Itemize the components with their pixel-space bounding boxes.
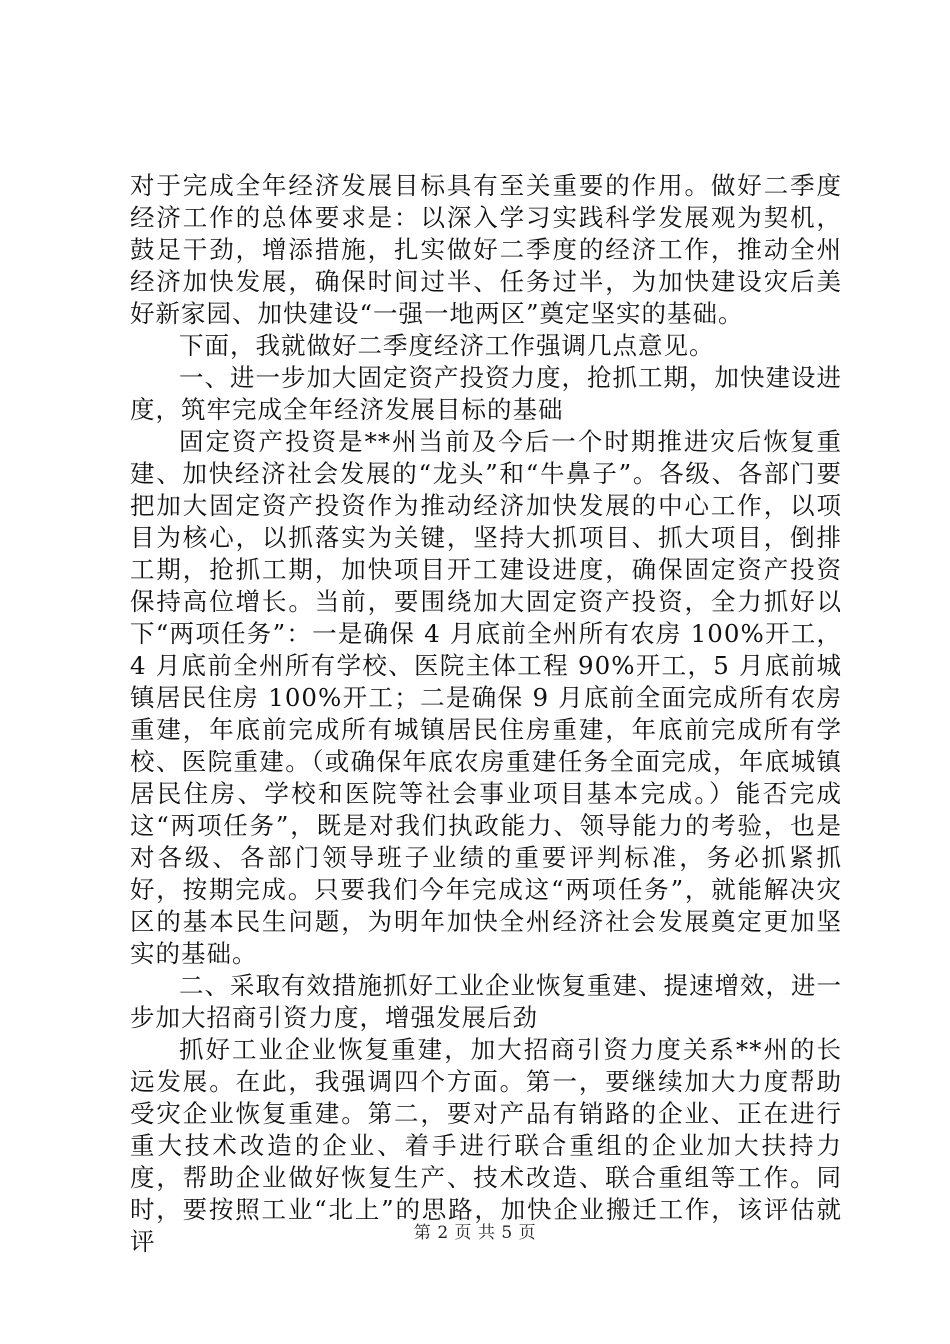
page-footer: 第 2 页 共 5 页 — [413, 1223, 537, 1243]
paragraph-intro: 下面，我就做好二季度经济工作强调几点意见。 — [179, 331, 715, 360]
paragraph-industrial-recovery: 抓好工业企业恢复重建，加大招商引资力度关系**州的长远发展。在此，我强调四个方面。第一，要继续加大力度帮助受灾企业恢复重建。第二，要对产品有销路的企业、正在进行重大技术改造的企业、着手进行联合重组的企业加大扶持力度，帮助企业做好恢复生产、技术改造、联合重组等工作。同时，要按照工业“北上”的思路，加快企业搬迁工作，该评估就评 — [130, 1035, 842, 1256]
paragraph-continuation: 对于完成全年经济发展目标具有至关重要的作用。做好二季度经济工作的总体要求是：以深入学习实践科学发展观为契机，鼓足干劲，增添措施，扎实做好二季度的经济工作，推动全州经济加快发展，确保时间过半、任务过半，为加快建设灾后美好新家园、加快建设“一强一地两区”奠定坚实的基础。 — [130, 171, 842, 328]
paragraph-fixed-asset-investment: 固定资产投资是**州当前及今后一个时期推进灾后恢复重建、加快经济社会发展的“龙头”和“牛鼻子”。各级、各部门要把加大固定资产投资作为推动经济加快发展的中心工作，以项目为核心，以抓落实为关键，坚持大抓项目、抓大项目，倒排工期，抢抓工期，加快项目开工建设进度，确保固定资产投资保持高位增长。当前，要围绕加大固定资产投资，全力抓好以下“两项任务”：一是确保 4 月底前全州所有农房 100%开工，4 月底前全州所有学校、医院主体工程 90%开工，5 月底前城镇居民住房 100%开工；二是确保 9 月底前全面完成所有农房重建，年底前完成所有城镇居民住房重建，年底前完成所有学校、医院重建。（或确保年底农房重建任务全面完成，年底城镇居民住房、学校和医院等社会事业项目基本完成。）能否完成这“两项任务”，既是对我们执政能力、领导能力的考验，也是对各级、各部门领导班子业绩的重要评判标准，务必抓紧抓好，按期完成。只要我们今年完成这“两项任务”，就能解决灾区的基本民生问题，为明年加快全州经济社会发展奠定更加坚实的基础。 — [130, 427, 842, 968]
section-heading-2: 二、采取有效措施抓好工业企业恢复重建、提速增效，进一步加大招商引资力度，增强发展后劲 — [130, 971, 842, 1032]
section-heading-1: 一、进一步加大固定资产投资力度，抢抓工期，加快建设进度，筑牢完成全年经济发展目标的基础 — [130, 363, 842, 424]
document-body — [130, 170, 842, 1258]
